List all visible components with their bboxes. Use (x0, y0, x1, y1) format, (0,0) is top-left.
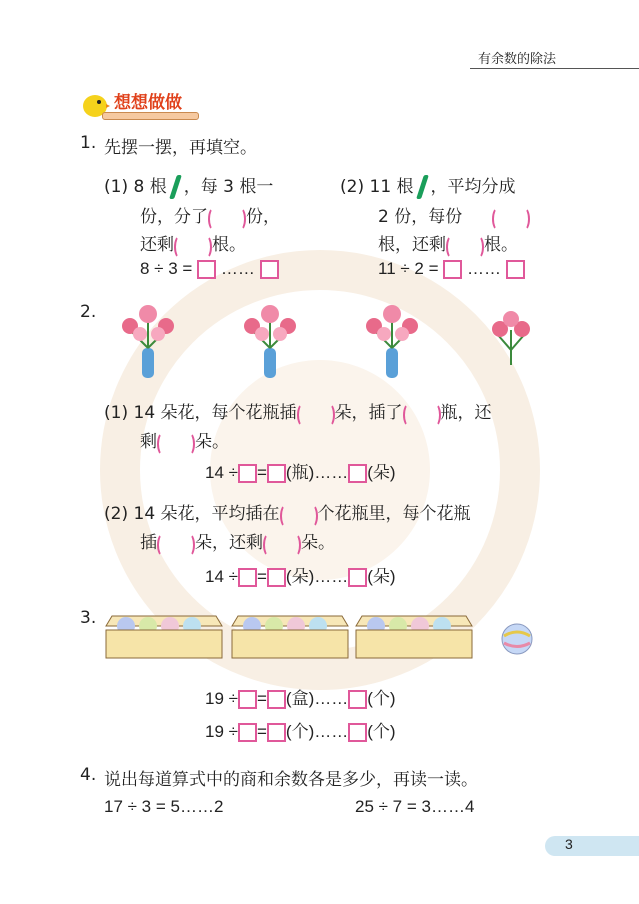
unit-label: (朵) (367, 463, 396, 482)
equation-text: 19 ÷ (205, 689, 238, 708)
q2-p2-line2-tail: 朵。 (301, 533, 335, 553)
q2-p2-line2-mid: 朵，还剩 (195, 533, 263, 553)
flower-vase-icon (118, 300, 178, 382)
ellipsis: …… (220, 259, 255, 278)
q1-p1-line3-text: 还剩 (140, 235, 174, 255)
q1-p2-line2 (378, 202, 530, 227)
q3-eq2 (205, 717, 396, 742)
ellipsis: …… (467, 259, 501, 278)
answer-box[interactable] (267, 464, 286, 483)
answer-box[interactable] (238, 690, 257, 709)
q2-p2-equation (205, 562, 396, 587)
q2-p2-label: (2) (104, 504, 129, 524)
q1-p2-line3-tail: 根。 (484, 235, 518, 255)
equals-sign: = (256, 567, 267, 586)
answer-blank[interactable] (446, 235, 484, 255)
unit-label: (朵) (367, 567, 396, 586)
q2-p1-line2-tail: 朵。 (195, 432, 229, 452)
equation-text: 11 ÷ 2 = (378, 259, 439, 278)
q1-p2-equation (378, 259, 525, 279)
q1-p1-label: (1) (104, 177, 129, 197)
unit-label: (个)…… (285, 722, 349, 741)
q1-p1-line2 (140, 202, 280, 227)
q2-p1-line1 (104, 398, 492, 423)
page-number: 3 (565, 836, 573, 852)
banner-underline (102, 112, 199, 120)
activity-title: 想想做做 (114, 93, 182, 113)
ball-crate-icon (230, 612, 350, 662)
equation-text: 14 ÷ (205, 463, 238, 482)
equals-sign: = (256, 722, 267, 741)
q1-number: 1. (80, 133, 97, 153)
q1-p1-line3 (140, 230, 246, 255)
q1-p1-line2-text: 份，分了 (140, 207, 208, 227)
answer-box[interactable] (348, 690, 367, 709)
answer-blank[interactable] (403, 403, 441, 423)
ball-crate-icon (104, 612, 224, 662)
unit-label: (盒)…… (285, 689, 349, 708)
unit-label: (个) (367, 722, 396, 741)
q2-number: 2. (80, 302, 97, 322)
q2-p1-text-b: 朵，插了 (334, 403, 403, 423)
answer-box[interactable] (197, 260, 216, 279)
q2-p2-text-b: 个花瓶里，每个花瓶 (317, 504, 471, 524)
q1-p2-label: (2) (340, 177, 365, 197)
ball-crate-icon (354, 612, 474, 662)
q2-p1-line2-text: 剩 (140, 432, 157, 452)
stick-icon (169, 175, 182, 199)
q1-instruction: 先摆一摆，再填空。 (104, 138, 257, 158)
answer-blank[interactable] (174, 235, 212, 255)
flower-vase-icon (362, 300, 422, 382)
unit-label: (个) (367, 689, 396, 708)
answer-box[interactable] (267, 568, 286, 587)
q1-p2-line1 (340, 172, 516, 199)
q1-p2-line3 (378, 230, 518, 255)
q2-p2-line2-text: 插 (140, 533, 157, 553)
q1-p1-text-a: 8 根 (133, 177, 167, 197)
q1-p1-line2-tail: 份， (246, 207, 280, 227)
q1-p1-text-b: ，每 3 根一 (183, 177, 274, 197)
answer-blank[interactable] (280, 504, 318, 524)
q1-p2-line2-text: 2 份，每份 (378, 207, 463, 227)
q2-p1-label: (1) (104, 403, 129, 423)
q1-p1-line1 (104, 172, 273, 199)
answer-blank[interactable] (297, 403, 335, 423)
answer-blank[interactable] (157, 533, 195, 553)
activity-banner (80, 86, 200, 120)
q2-p2-text-a: 14 朵花，平均插在 (133, 504, 280, 524)
q2-p2-line1 (104, 499, 471, 524)
q2-p1-text-c: 瓶，还 (440, 403, 492, 423)
answer-blank[interactable] (157, 432, 195, 452)
q2-p1-text-a: 14 朵花，每个花瓶插 (133, 403, 297, 423)
page-number-tab (545, 836, 639, 856)
answer-box[interactable] (348, 723, 367, 742)
flower-vase-icon (240, 300, 300, 382)
answer-box[interactable] (238, 568, 257, 587)
answer-box[interactable] (443, 260, 462, 279)
answer-box[interactable] (267, 690, 286, 709)
equation-text: 8 ÷ 3 = (140, 259, 193, 278)
q4-instruction: 说出每道算式中的商和余数各是多少，再读一读。 (104, 770, 478, 790)
answer-box[interactable] (348, 568, 367, 587)
answer-box[interactable] (506, 260, 525, 279)
q2-p2-line2 (140, 528, 335, 553)
answer-box[interactable] (348, 464, 367, 483)
q1-p2-line3-text: 根，还剩 (378, 235, 446, 255)
equation-text: 14 ÷ (205, 567, 238, 586)
ball-icon (500, 622, 534, 656)
q4-eq1: 17 ÷ 3 = 5……2 (104, 797, 224, 816)
equation-text: 19 ÷ (205, 722, 238, 741)
unit-label: (瓶)…… (285, 463, 349, 482)
answer-box[interactable] (267, 723, 286, 742)
equals-sign: = (256, 463, 267, 482)
q1-p1-line3-tail: 根。 (212, 235, 246, 255)
q3-number: 3. (80, 608, 97, 628)
answer-blank[interactable] (208, 207, 246, 227)
answer-box[interactable] (238, 723, 257, 742)
q3-eq1 (205, 684, 396, 709)
answer-blank[interactable] (263, 533, 301, 553)
equals-sign: = (256, 689, 267, 708)
q2-p1-equation (205, 458, 396, 483)
q4-number: 4. (80, 765, 97, 785)
q2-p1-line2 (140, 427, 229, 452)
section-title: 有余数的除法 (478, 52, 557, 67)
unit-label: (朵)…… (285, 567, 349, 586)
q1-p1-equation (140, 259, 279, 279)
answer-box[interactable] (260, 260, 279, 279)
q1-p2-text-a: 11 根 (369, 177, 414, 197)
q4-eq2: 25 ÷ 7 = 3……4 (355, 797, 475, 816)
stick-icon (416, 175, 429, 199)
answer-blank[interactable] (492, 207, 530, 227)
rose-bunch-icon (486, 305, 536, 367)
answer-box[interactable] (238, 464, 257, 483)
header-rule (470, 68, 639, 69)
q1-p2-text-b: ，平均分成 (430, 177, 516, 197)
